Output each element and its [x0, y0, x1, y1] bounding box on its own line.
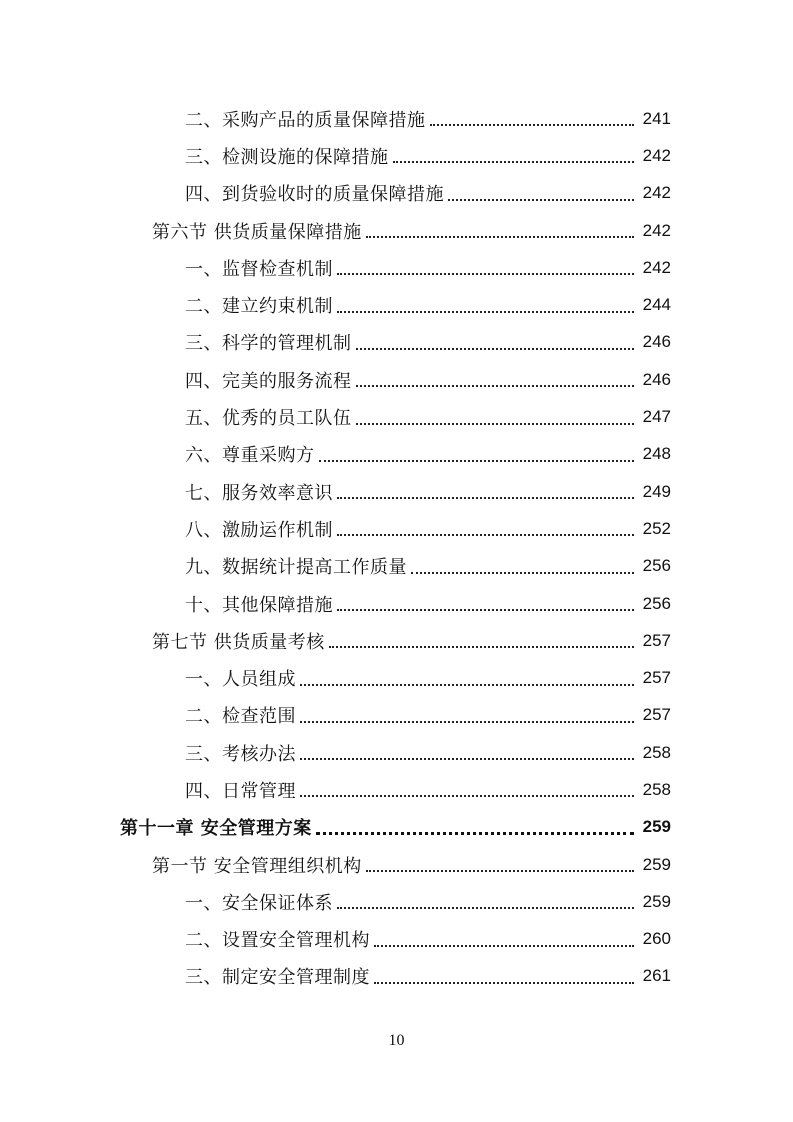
toc-subsection-entry[interactable]	[0, 548, 793, 585]
toc-entry-title: 十、其他保障措施	[185, 594, 333, 616]
toc-entry-title: 七、服务效率意识	[185, 482, 333, 504]
toc-subsection-entry[interactable]	[0, 286, 793, 323]
toc-entry-title: 二、检查范围	[185, 706, 296, 728]
toc-subsection-entry[interactable]	[0, 697, 793, 734]
toc-entry-title: 二、采购产品的质量保障措施	[185, 109, 426, 131]
toc-entry-page-number: 259	[642, 891, 671, 911]
toc-entry-page-number: 246	[642, 369, 671, 389]
toc-subsection-entry[interactable]	[0, 734, 793, 771]
toc-dot-leader	[300, 720, 634, 723]
toc-entry-page-number: 260	[642, 929, 671, 949]
toc-entry-page-number: 257	[642, 705, 671, 725]
toc-dot-leader	[366, 235, 634, 238]
toc-entry-title: 一、安全保证体系	[185, 892, 333, 914]
toc-subsection-entry[interactable]	[0, 883, 793, 920]
toc-entry-title: 第七节 供货质量考核	[152, 631, 325, 653]
toc-entry-title: 三、科学的管理机制	[185, 333, 352, 355]
toc-entry-page-number: 242	[642, 183, 671, 203]
toc-entry-page-number: 259	[642, 854, 671, 874]
toc-entry-page-number: 257	[642, 668, 671, 688]
toc-entry-page-number: 247	[642, 407, 671, 427]
toc-subsection-entry[interactable]	[0, 771, 793, 808]
toc-subsection-entry[interactable]	[0, 361, 793, 398]
toc-dot-leader	[448, 198, 634, 201]
toc-entry-title: 九、数据统计提高工作质量	[185, 557, 407, 579]
toc-dot-leader	[374, 944, 634, 947]
toc-entry-title: 五、优秀的员工队伍	[185, 408, 352, 430]
toc-dot-leader	[300, 683, 634, 686]
toc-entry-page-number: 242	[642, 257, 671, 277]
toc-dot-leader	[319, 459, 635, 462]
toc-entry-title: 六、尊重采购方	[185, 445, 315, 467]
toc-subsection-entry[interactable]	[0, 137, 793, 174]
toc-chapter-entry[interactable]	[0, 809, 793, 846]
toc-subsection-entry[interactable]	[0, 958, 793, 995]
toc-subsection-entry[interactable]	[0, 921, 793, 958]
toc-entry-page-number: 256	[642, 593, 671, 613]
toc-dot-leader	[366, 869, 634, 872]
toc-dot-leader	[337, 906, 634, 909]
toc-dot-leader	[374, 981, 634, 984]
toc-subsection-entry[interactable]	[0, 510, 793, 547]
toc-entry-page-number: 246	[642, 332, 671, 352]
toc-entry-page-number: 242	[642, 220, 671, 240]
toc-dot-leader	[316, 831, 634, 835]
toc-dot-leader	[337, 533, 634, 536]
toc-subsection-entry[interactable]	[0, 659, 793, 696]
toc-entry-title: 三、考核办法	[185, 743, 296, 765]
toc-entry-page-number: 249	[642, 481, 671, 501]
toc-subsection-entry[interactable]	[0, 249, 793, 286]
toc-entry-page-number: 258	[642, 779, 671, 799]
toc-subsection-entry[interactable]	[0, 100, 793, 137]
toc-dot-leader	[393, 160, 635, 163]
toc-entry-title: 一、监督检查机制	[185, 258, 333, 280]
toc-dot-leader	[337, 496, 634, 499]
toc-entry-page-number: 259	[642, 817, 671, 837]
page-number: 10	[388, 1032, 405, 1049]
toc-entry-title: 三、制定安全管理制度	[185, 967, 370, 989]
toc-dot-leader	[356, 384, 635, 387]
toc-dot-leader	[430, 123, 635, 126]
toc-dot-leader	[356, 422, 635, 425]
toc-entry-title: 二、建立约束机制	[185, 296, 333, 318]
toc-entry-page-number: 252	[642, 518, 671, 538]
toc-entry-page-number: 241	[642, 108, 671, 128]
toc-section-entry[interactable]	[0, 846, 793, 883]
toc-entry-title: 四、日常管理	[185, 780, 296, 802]
toc-entry-page-number: 257	[642, 630, 671, 650]
toc-subsection-entry[interactable]	[0, 473, 793, 510]
toc-dot-leader	[337, 310, 634, 313]
toc-subsection-entry[interactable]	[0, 585, 793, 622]
toc-dot-leader	[356, 347, 635, 350]
toc-dot-leader	[411, 571, 634, 574]
toc-entry-title: 一、人员组成	[185, 669, 296, 691]
toc-section-entry[interactable]	[0, 622, 793, 659]
toc-dot-leader	[337, 608, 634, 611]
toc-entry-title: 三、检测设施的保障措施	[185, 146, 389, 168]
toc-entry-page-number: 244	[642, 295, 671, 315]
table-of-contents	[0, 100, 793, 995]
toc-entry-page-number: 242	[642, 145, 671, 165]
toc-entry-title: 四、到货验收时的质量保障措施	[185, 184, 444, 206]
toc-subsection-entry[interactable]	[0, 398, 793, 435]
toc-entry-title: 第一节 安全管理组织机构	[152, 855, 362, 877]
toc-entry-title: 第十一章 安全管理方案	[120, 818, 312, 840]
toc-entry-page-number: 248	[642, 444, 671, 464]
toc-entry-page-number: 258	[642, 742, 671, 762]
toc-section-entry[interactable]	[0, 212, 793, 249]
toc-subsection-entry[interactable]	[0, 324, 793, 361]
toc-dot-leader	[329, 645, 634, 648]
toc-dot-leader	[300, 757, 634, 760]
toc-dot-leader	[337, 272, 634, 275]
toc-entry-title: 八、激励运作机制	[185, 519, 333, 541]
toc-entry-page-number: 256	[642, 556, 671, 576]
toc-entry-page-number: 261	[642, 966, 671, 986]
toc-dot-leader	[300, 794, 634, 797]
toc-entry-title: 四、完美的服务流程	[185, 370, 352, 392]
toc-entry-title: 二、设置安全管理机构	[185, 930, 370, 952]
toc-subsection-entry[interactable]	[0, 436, 793, 473]
toc-subsection-entry[interactable]	[0, 175, 793, 212]
toc-entry-title: 第六节 供货质量保障措施	[152, 221, 362, 243]
